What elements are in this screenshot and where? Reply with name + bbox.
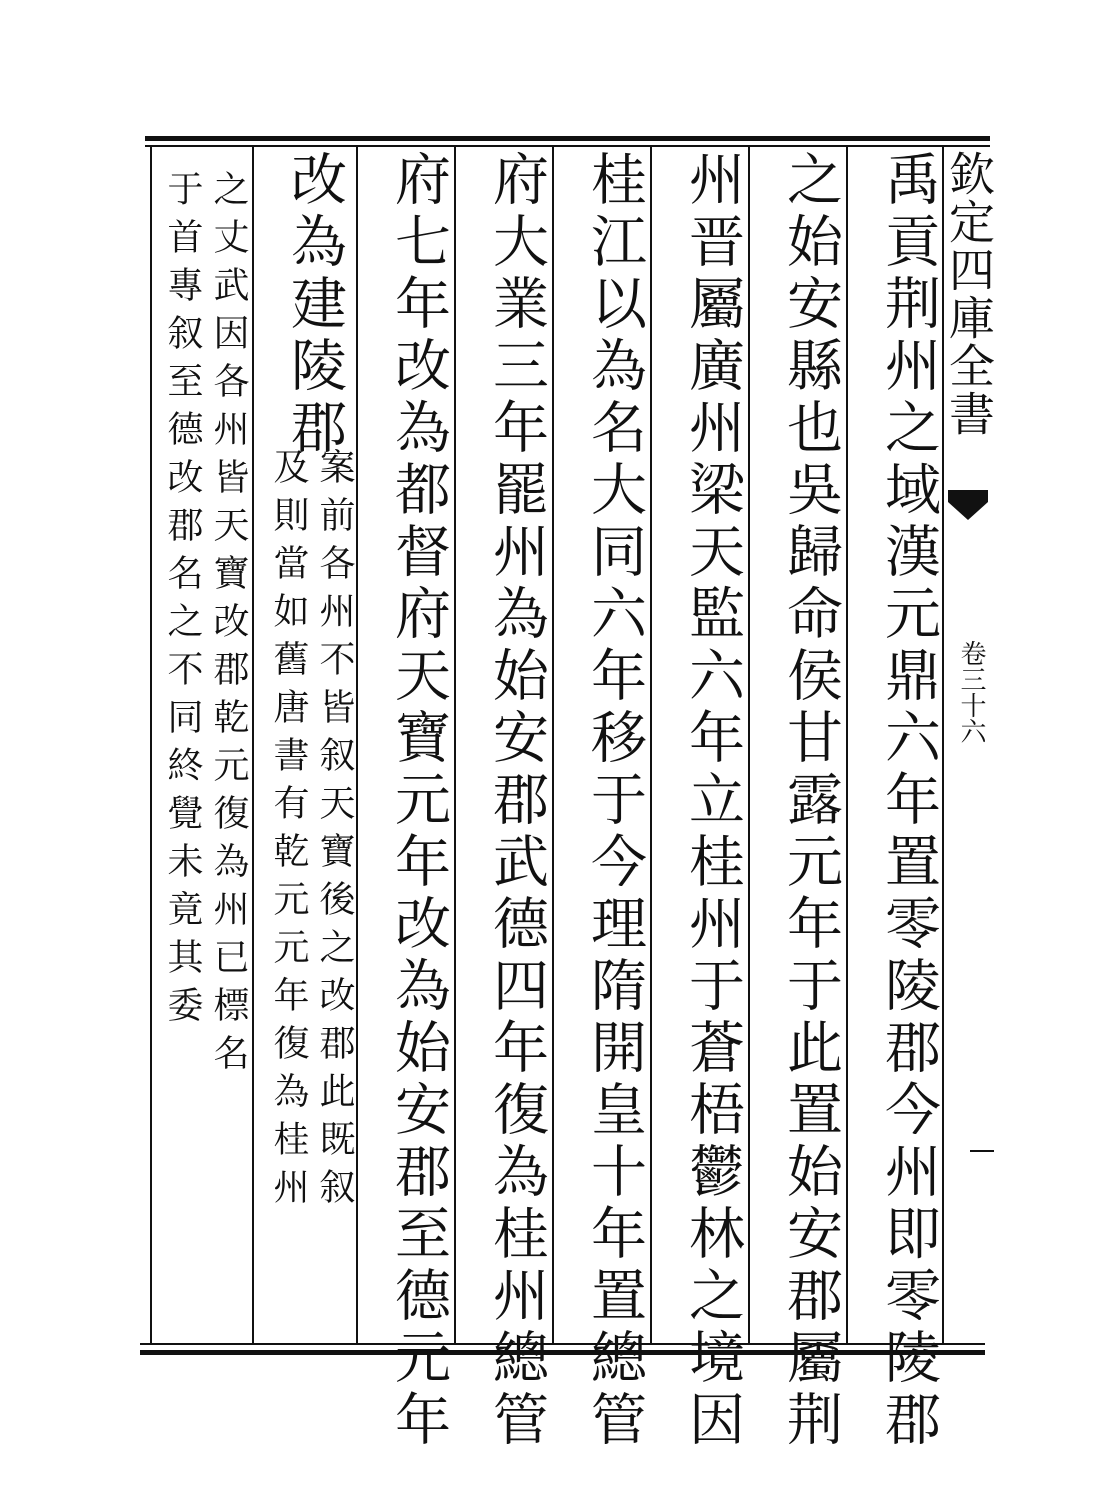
column-divider: [150, 147, 152, 1343]
column-divider: [252, 147, 254, 1343]
column-divider: [748, 147, 750, 1343]
column-divider: [650, 147, 652, 1343]
annotation-line-1: 案前各州不皆叙天寶後之改郡此既叙: [314, 448, 355, 1216]
text-column-5: 府大業三年罷州為始安郡武德四年復為桂州總管: [484, 150, 549, 1452]
text-column-4: 桂江以為名大同六年移于今理隋開皇十年置總管: [582, 150, 647, 1452]
text-column-2: 之始安縣也吳歸命侯甘露元年于此置始安郡屬荆: [778, 150, 843, 1452]
fishtail-mark-icon: [948, 490, 988, 530]
volume-label: 卷三十六: [956, 640, 986, 744]
column-divider: [356, 147, 358, 1343]
text-column-1: 禹貢荆州之域漢元鼎六年置零陵郡今州即零陵郡: [876, 150, 941, 1452]
annotation-line-2: 及則當如舊唐書有乾元元年復為桂州: [268, 448, 309, 1216]
top-border-inner: [145, 145, 990, 147]
top-border: [145, 136, 990, 141]
book-title: 欽定四庫全書: [942, 150, 996, 438]
text-column-7: 改為建陵郡: [282, 150, 347, 460]
annotation-line-3: 之丈武因各州皆天寶改郡乾元復為州已標名: [208, 170, 249, 1082]
text-column-6: 府七年改為都督府天寶元年改為始安郡至德元年: [386, 150, 451, 1452]
margin-rule: [970, 1150, 994, 1152]
column-divider: [846, 147, 848, 1343]
column-divider: [552, 147, 554, 1343]
column-divider: [454, 147, 456, 1343]
text-column-3: 州晋屬廣州梁天監六年立桂州于蒼梧鬱林之境因: [680, 150, 745, 1452]
annotation-line-4: 于首專叙至德改郡名之不同終覺未竟其委: [162, 170, 203, 1034]
